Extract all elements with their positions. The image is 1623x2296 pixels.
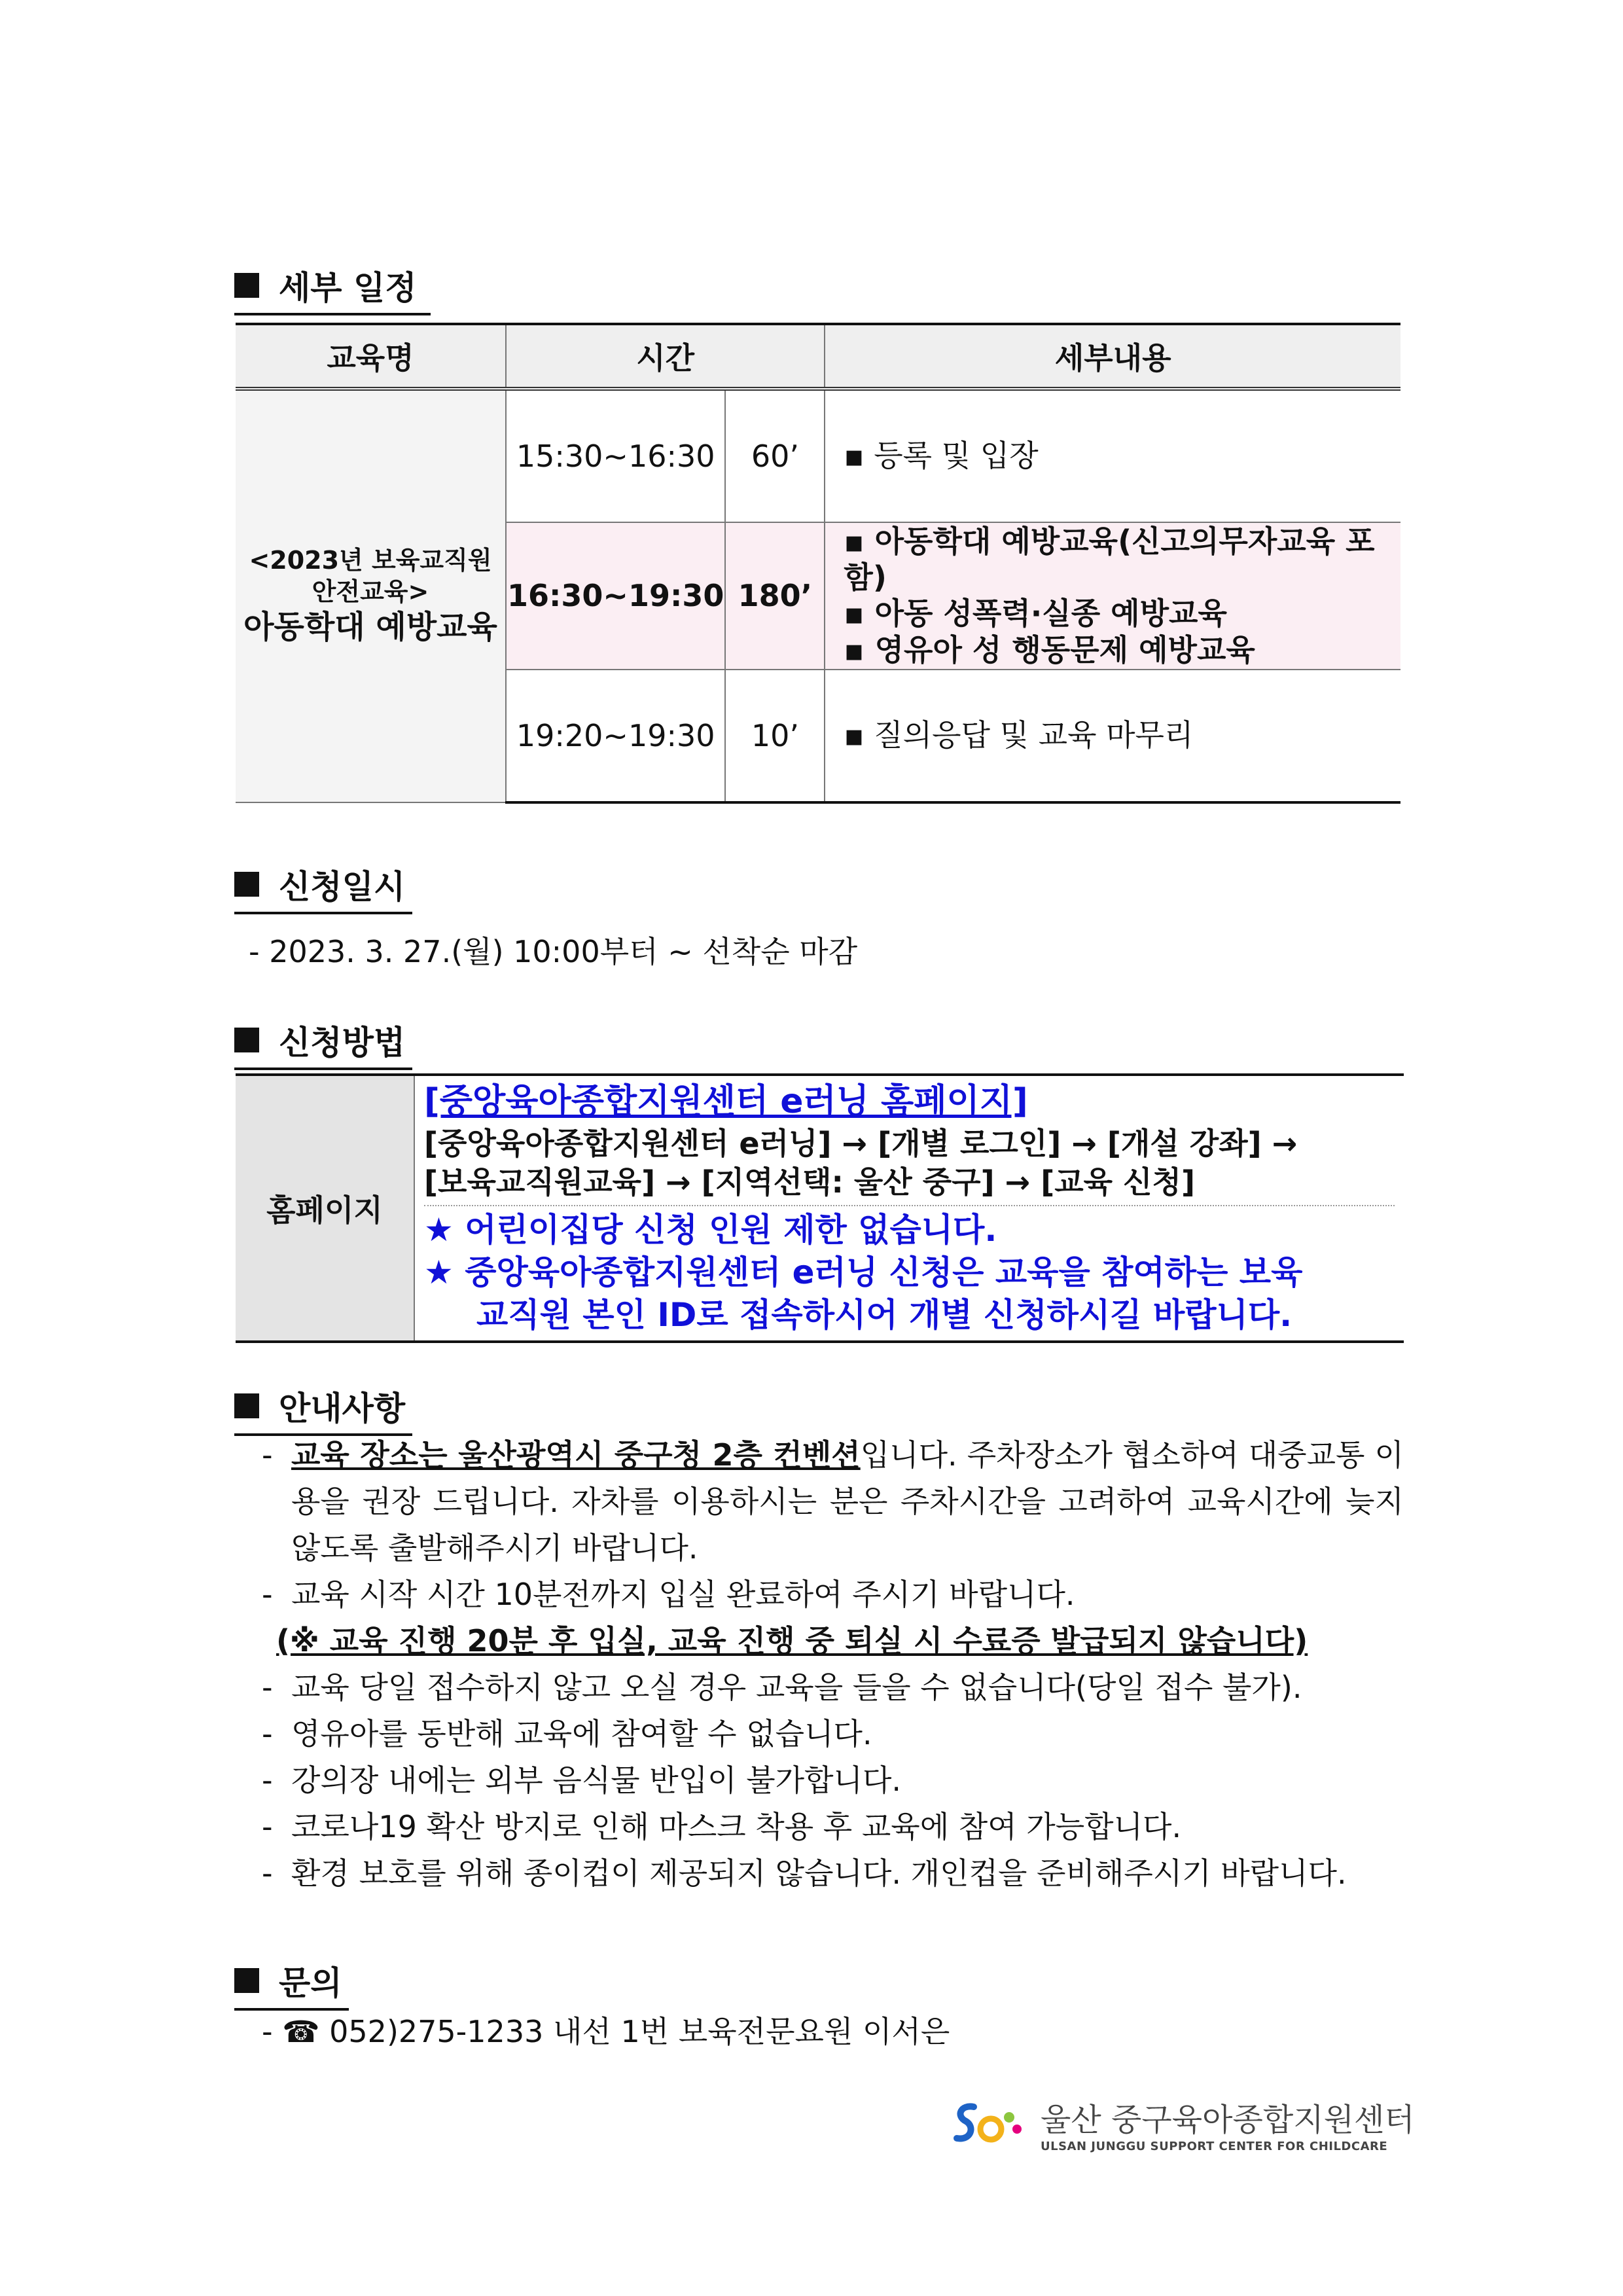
logo-mark-icon <box>949 2098 1027 2150</box>
apply-date-text: - 2023. 3. 27.(월) 10:00부터 ~ 선착순 마감 <box>249 934 858 969</box>
list-item: - 환경 보호를 위해 종이컵이 제공되지 않습니다. 개인컵을 준비해주시기 바랍니다. <box>262 1856 1347 1891</box>
list-item: - 강의장 내에는 외부 음식물 반입이 불가합니다. <box>262 1763 902 1798</box>
table-header: 세부내용 <box>825 324 1400 389</box>
logo-korean-text: 울산 중구육아종합지원센터 <box>1041 2102 1415 2138</box>
list-item: - 교육 당일 접수하지 않고 오실 경우 교육을 들을 수 없습니다(당일 접수 불가). <box>262 1670 1302 1705</box>
time-cell: 15:30~16:30 <box>506 389 725 522</box>
detail-cell: ▪ 아동학대 예방교육(신고의무자교육 포함) ▪ 아동 성폭력·실종 예방교육 ▪ 영유아 성 행동문제 예방교육 <box>825 522 1400 670</box>
method-key: 홈페이지 <box>236 1075 414 1342</box>
elearning-homepage-link[interactable]: [중앙육아종합지원센터 e러닝 홈페이지] <box>424 1082 1028 1121</box>
table-header: 교육명 <box>236 324 506 389</box>
method-value <box>414 1075 1404 1342</box>
list-item: - 교육 장소는 울산광역시 중구청 2층 컨벤션입니다. 주차장소가 협소하여 대중교통 이용을 권장 드립니다. 자차를 이용하시는 분은 주차시간을 고려하여 교육시간에 늦지 않도록 출발해주시기 바랍니다. <box>262 1437 1404 1566</box>
star-note: ★ 어린이집당 신청 인원 제한 없습니다. <box>424 1211 997 1249</box>
square-bullet-icon <box>234 1968 259 1993</box>
square-bullet-icon <box>234 1393 259 1418</box>
square-bullet-icon <box>234 872 259 897</box>
section-title-schedule: 세부 일정 <box>234 262 417 309</box>
time-cell: 16:30~19:30 <box>506 522 725 670</box>
list-item: - 코로나19 확산 방지로 인해 마스크 착용 후 교육에 참여 가능합니다. <box>262 1809 1182 1844</box>
path-line: [보육교직원교육] → [지역선택: 울산 중구] → [교육 신청] <box>424 1164 1196 1200</box>
table-header: 시간 <box>506 324 825 389</box>
schedule-table <box>236 323 1400 804</box>
square-bullet-icon <box>234 273 259 298</box>
section-title-apply-method: 신청방법 <box>234 1016 405 1064</box>
list-item: - 교육 시작 시간 10분전까지 입실 완료하여 주시기 바랍니다. <box>262 1577 1075 1612</box>
course-name: <2023년 보육교직원 안전교육> 아동학대 예방교육 <box>236 389 506 802</box>
detail-cell: ▪ 질의응답 및 교육 마무리 <box>825 670 1400 802</box>
square-bullet-icon <box>234 1028 259 1052</box>
duration-cell: 180’ <box>725 522 825 670</box>
center-logo <box>949 2094 1415 2153</box>
contact-text: - ☎ 052)275-1233 내선 1번 보육전문요원 이서은 <box>262 2014 950 2049</box>
notice-list <box>262 1432 1404 1897</box>
detail-cell: ▪ 등록 및 입장 <box>825 389 1400 522</box>
apply-method-table <box>236 1073 1404 1343</box>
section-title-notice: 안내사항 <box>234 1382 405 1429</box>
section-title-apply-date: 신청일시 <box>234 861 405 908</box>
star-note: ★ 중앙육아종합지원센터 e러닝 신청은 교육을 참여하는 보육 <box>424 1253 1303 1292</box>
section-title-contact: 문의 <box>234 1957 342 2004</box>
duration-cell: 60’ <box>725 389 825 522</box>
star-note: 교직원 본인 ID로 접속하시어 개별 신청하시길 바랍니다. <box>476 1296 1293 1335</box>
time-cell: 19:20~19:30 <box>506 670 725 802</box>
notice-warning: (※ 교육 진행 20분 후 입실, 교육 진행 중 퇴실 시 수료증 발급되지 않습니다) <box>276 1623 1308 1659</box>
list-item: - 영유아를 동반해 교육에 참여할 수 없습니다. <box>262 1716 872 1751</box>
duration-cell: 10’ <box>725 670 825 802</box>
path-line: [중앙육아종합지원센터 e러닝] → [개별 로그인] → [개설 강좌] → <box>424 1125 1298 1161</box>
logo-english-text: ULSAN JUNGGU SUPPORT CENTER FOR CHILDCARE <box>1041 2140 1388 2153</box>
